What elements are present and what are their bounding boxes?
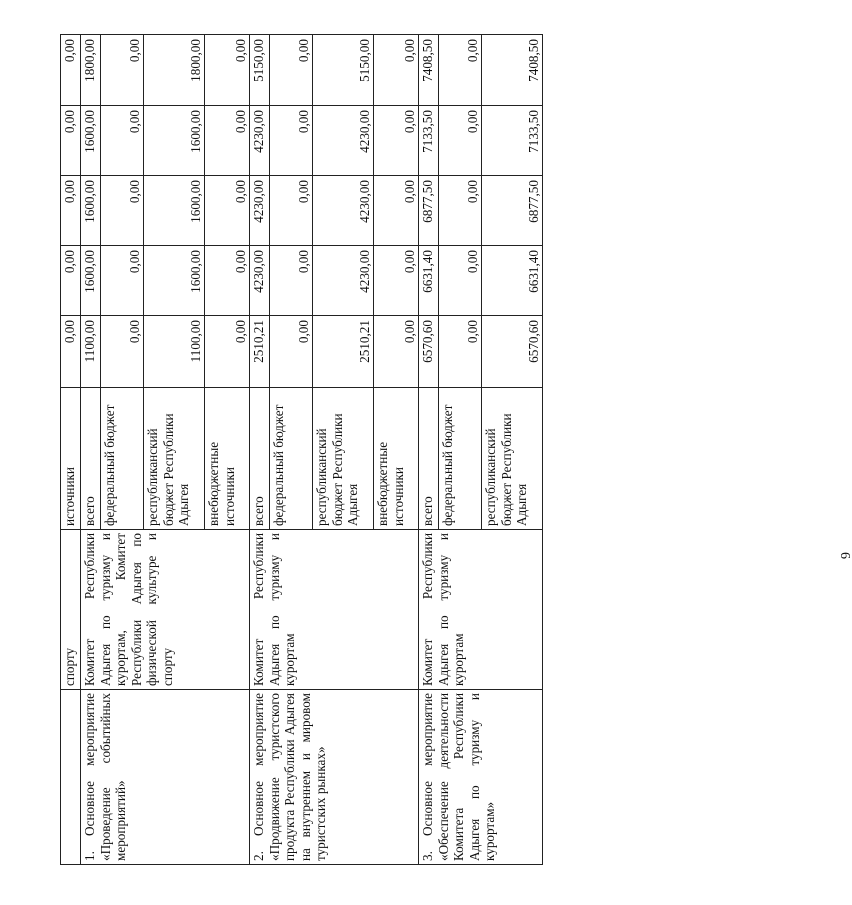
amount-cell: 0,00: [374, 246, 419, 316]
activity-executor: Комитет Республики Адыгея по туризму и курортам: [419, 530, 543, 690]
amount-cell: 0,00: [101, 246, 144, 316]
amount-cell: 2510,21: [313, 316, 374, 388]
amount-cell: 0,00: [101, 316, 144, 388]
funding-source: всего: [419, 388, 439, 530]
funding-source: республиканский бюджет Республики Адыгея: [313, 388, 374, 530]
amount-cell: 0,00: [270, 35, 313, 106]
header-col1: [61, 690, 81, 865]
amount-cell: 0,00: [439, 316, 482, 388]
activity-executor: Комитет Республики Адыгея по туризму и курортам, Комитет Республики Адыгея по физической культуре и спорту: [81, 530, 250, 690]
header-value: 0,00: [61, 316, 81, 388]
amount-cell: 0,00: [270, 176, 313, 246]
amount-cell: 4230,00: [250, 246, 270, 316]
amount-cell: 0,00: [205, 246, 250, 316]
amount-cell: 1600,00: [81, 246, 101, 316]
amount-cell: 7408,50: [419, 35, 439, 106]
amount-cell: 1600,00: [144, 246, 205, 316]
amount-cell: 0,00: [439, 176, 482, 246]
funding-source: всего: [81, 388, 101, 530]
funding-source: федеральный бюджет: [101, 388, 144, 530]
amount-cell: 0,00: [101, 35, 144, 106]
amount-cell: 6631,40: [419, 246, 439, 316]
table-row: [81, 35, 101, 865]
header-row: [61, 35, 81, 865]
amount-cell: 1100,00: [81, 316, 101, 388]
activity-executor: Комитет Республики Адыгея по туризму и курортам: [250, 530, 419, 690]
amount-cell: 0,00: [270, 106, 313, 176]
amount-cell: 0,00: [374, 316, 419, 388]
table-row: [250, 35, 270, 865]
amount-cell: 0,00: [270, 246, 313, 316]
header-value: 0,00: [61, 176, 81, 246]
amount-cell: 5150,00: [250, 35, 270, 106]
amount-cell: 6570,60: [482, 316, 543, 388]
amount-cell: 1600,00: [81, 106, 101, 176]
amount-cell: 0,00: [101, 176, 144, 246]
header-value: 0,00: [61, 35, 81, 106]
budget-table: [60, 34, 543, 865]
amount-cell: 1600,00: [144, 176, 205, 246]
amount-cell: 0,00: [439, 35, 482, 106]
funding-source: внебюджетные источники: [205, 388, 250, 530]
activity-name: 3. Основное мероприятие «Обеспечение деятельности Комитета Республики Адыгея по туризму и курортам»: [419, 690, 543, 865]
funding-source: внебюджетные источники: [374, 388, 419, 530]
activity-name: 1. Основное мероприятие «Проведение событийных мероприятий»: [81, 690, 250, 865]
amount-cell: 1800,00: [81, 35, 101, 106]
funding-source: федеральный бюджет: [439, 388, 482, 530]
amount-cell: 4230,00: [313, 176, 374, 246]
amount-cell: 0,00: [374, 176, 419, 246]
page-number: 6: [837, 552, 852, 559]
amount-cell: 4230,00: [313, 106, 374, 176]
header-col2: спорту: [61, 530, 81, 690]
table-row: [419, 35, 439, 865]
amount-cell: 6631,40: [482, 246, 543, 316]
funding-source: республиканский бюджет Республики Адыгея: [482, 388, 543, 530]
funding-source: всего: [250, 388, 270, 530]
header-value: 0,00: [61, 106, 81, 176]
header-value: 0,00: [61, 246, 81, 316]
amount-cell: 4230,00: [250, 106, 270, 176]
amount-cell: 2510,21: [250, 316, 270, 388]
amount-cell: 0,00: [205, 316, 250, 388]
funding-source: республиканский бюджет Республики Адыгея: [144, 388, 205, 530]
amount-cell: 4230,00: [313, 246, 374, 316]
activity-name: 2. Основное мероприятие «Продвижение туристского продукта Республики Адыгея на внутреннем и мировом туристских рынках»: [250, 690, 419, 865]
amount-cell: 4230,00: [250, 176, 270, 246]
amount-cell: 7133,50: [482, 106, 543, 176]
amount-cell: 0,00: [374, 106, 419, 176]
header-col3: источники: [61, 388, 81, 530]
amount-cell: 1100,00: [144, 316, 205, 388]
amount-cell: 0,00: [439, 106, 482, 176]
amount-cell: 6570,60: [419, 316, 439, 388]
amount-cell: 7408,50: [482, 35, 543, 106]
amount-cell: 0,00: [205, 106, 250, 176]
amount-cell: 5150,00: [313, 35, 374, 106]
amount-cell: 7133,50: [419, 106, 439, 176]
rotated-page: [60, 35, 600, 865]
amount-cell: 6877,50: [419, 176, 439, 246]
amount-cell: 0,00: [205, 176, 250, 246]
amount-cell: 1800,00: [144, 35, 205, 106]
amount-cell: 0,00: [270, 316, 313, 388]
amount-cell: 0,00: [101, 106, 144, 176]
amount-cell: 0,00: [374, 35, 419, 106]
amount-cell: 1600,00: [144, 106, 205, 176]
amount-cell: 0,00: [439, 246, 482, 316]
table-body: [61, 35, 543, 865]
funding-source: федеральный бюджет: [270, 388, 313, 530]
amount-cell: 6877,50: [482, 176, 543, 246]
amount-cell: 0,00: [205, 35, 250, 106]
amount-cell: 1600,00: [81, 176, 101, 246]
